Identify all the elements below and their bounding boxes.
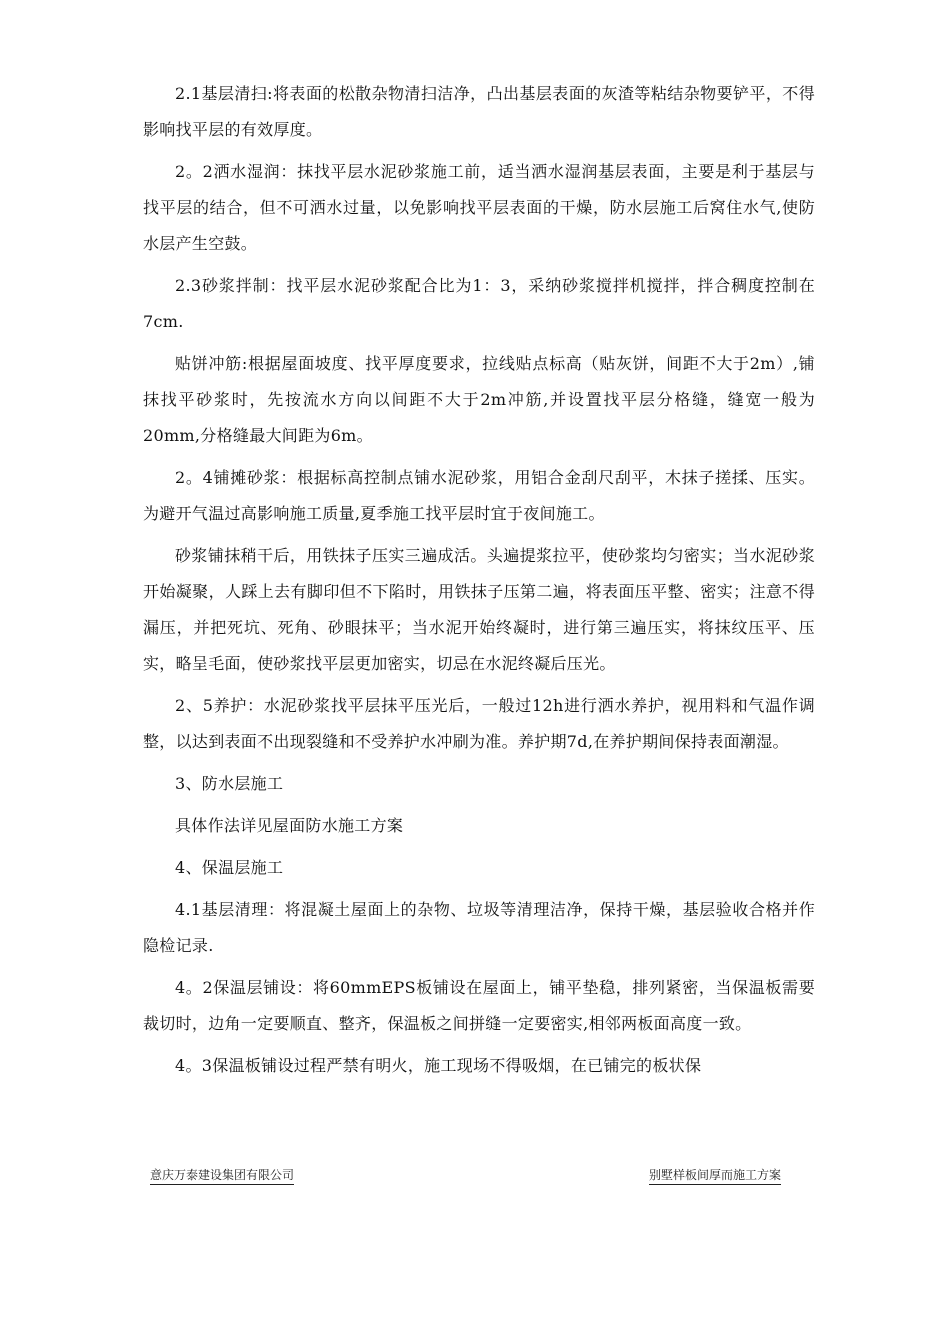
paragraph-mortar-mixing: 2.3砂浆拌制：找平层水泥砂浆配合比为1：3，采纳砂浆搅拌机搅拌，拌合稠度控制在7cm. — [143, 276, 815, 331]
footer-company: 意庆万泰建设集团有限公司 — [150, 1167, 294, 1185]
document-body — [143, 76, 815, 1084]
footer-document-title: 别墅样板间厚而施工方案 — [649, 1167, 781, 1185]
paragraph-troweling: 砂浆铺抹稍干后，用铁抹子压实三遍成活。头遍提浆拉平，使砂浆均匀密实；当水泥砂浆开始凝聚，人踩上去有脚印但不下陷时，用铁抹子压第二遍，将表面压平整、密实；注意不得漏压，并把死坑、死角、砂眼抹平；当水泥开始终凝时，进行第三遍压实，将抹纹压平、压实，略呈毛面，使砂浆找平层更加密实，切忌在水泥终凝后压光。 — [143, 546, 815, 673]
paragraph-insulation-laying: 4。2保温层铺设：将60mmEPS板铺设在屋面上，铺平垫稳，排列紧密，当保温板需要裁切时，边角一定要顺直、整齐，保温板之间拼缝一定要密实,相邻两板面高度一致。 — [143, 978, 815, 1033]
paragraph-base-cleaning: 2.1基层清扫:将表面的松散杂物清扫洁净，凸出基层表面的灰渣等粘结杂物要铲平，不得影响找平层的有效厚度。 — [143, 84, 815, 139]
paragraph-watering: 2。2洒水湿润：抹找平层水泥砂浆施工前，适当洒水湿润基层表面，主要是利于基层与找平层的结合，但不可洒水过量，以免影响找平层表面的干燥，防水层施工后窝住水气,使防水层产生空鼓。 — [143, 162, 815, 253]
heading-waterproof-layer: 3、防水层施工 — [175, 774, 284, 793]
paragraph-waterproof-reference: 具体作法详见屋面防水施工方案 — [175, 816, 404, 835]
paragraph-curing: 2、5养护：水泥砂浆找平层抹平压光后，一般过12h进行洒水养护，视用料和气温作调整，以达到表面不出现裂缝和不受养护水冲刷为准。养护期7d,在养护期间保持表面潮湿。 — [143, 696, 815, 751]
paragraph-leveling-marks: 贴饼冲筋:根据屋面坡度、找平厚度要求，拉线贴点标高（贴灰饼，间距不大于2m）,铺抹找平砂浆时，先按流水方向以间距不大于2m冲筋,并设置找平层分格缝，缝宽一般为20mm,分格缝最大间距为6m。 — [143, 354, 815, 445]
heading-insulation-layer: 4、保温层施工 — [175, 858, 284, 877]
paragraph-fire-safety: 4。3保温板铺设过程严禁有明火，施工现场不得吸烟，在已铺完的板状保 — [175, 1056, 702, 1075]
paragraph-insulation-base-cleaning: 4.1基层清理：将混凝土屋面上的杂物、垃圾等清理洁净，保持干燥，基层验收合格并作隐检记录. — [143, 900, 815, 955]
paragraph-spreading-mortar: 2。4铺摊砂浆：根据标高控制点铺水泥砂浆，用铝合金刮尺刮平，木抹子搓揉、压实。为避开气温过高影响施工质量,夏季施工找平层时宜于夜间施工。 — [143, 468, 815, 523]
